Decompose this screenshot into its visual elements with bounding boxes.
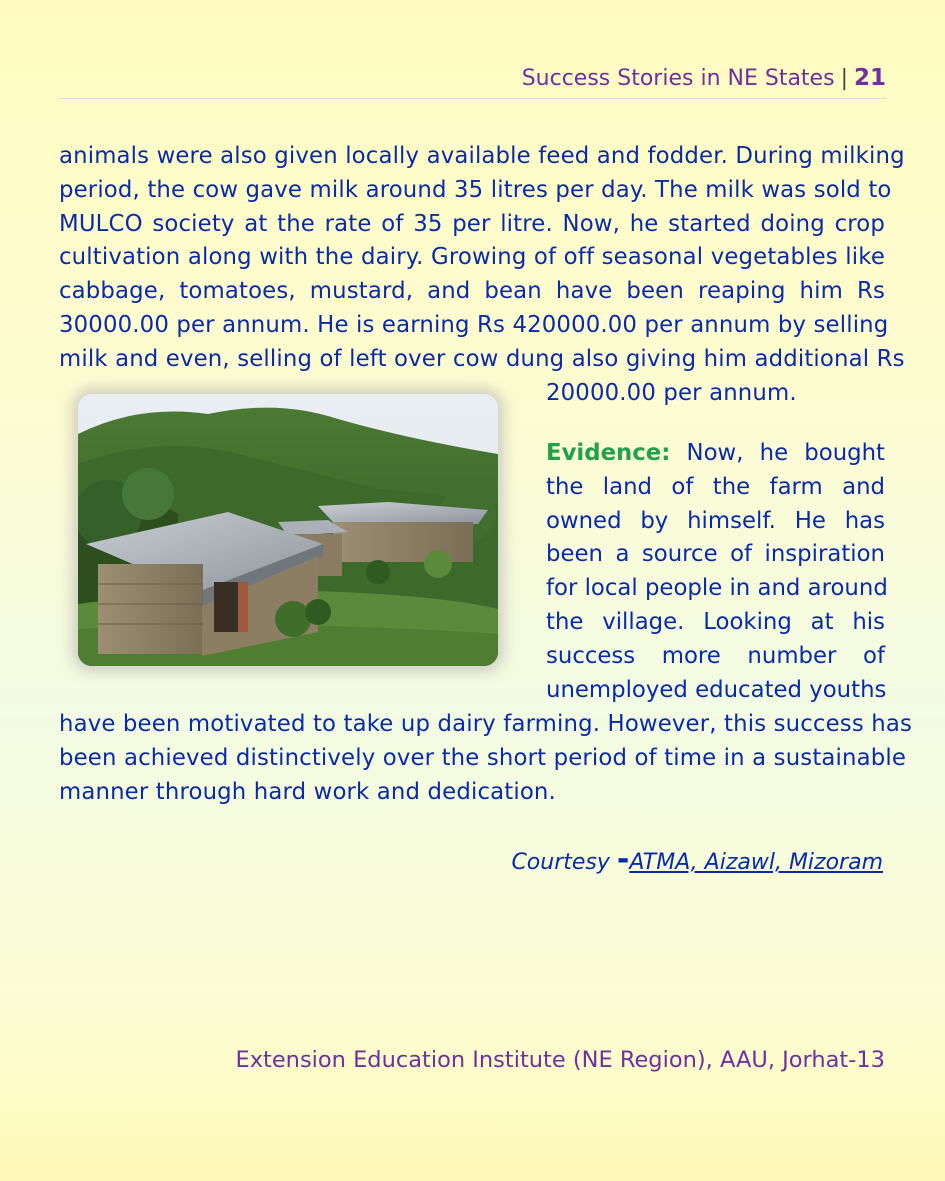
evidence-label: Evidence: — [546, 440, 671, 466]
text-line: cabbage, tomatoes, mustard, and bean have been reaping him Rs — [59, 278, 885, 305]
text-line: unemployed educated youths — [546, 676, 887, 703]
courtesy-source-link[interactable]: ATMA, Aizawl, Mizoram — [629, 850, 883, 875]
text-line: manner through hard work and dedication. — [59, 778, 556, 805]
courtesy-note — [511, 842, 883, 881]
text-line: period, the cow gave milk around 35 litres per day. The milk was sold to — [59, 176, 892, 203]
paragraph-feed-and-earnings — [59, 140, 905, 410]
page-number: 21 — [853, 65, 886, 91]
text-line: animals were also given locally available feed and fodder. During milking — [59, 143, 905, 169]
text-line: been achieved distinctively over the short period of time in a sustainable — [59, 744, 907, 771]
text-line: 20000.00 per annum. — [546, 379, 797, 406]
text-line: the land of the farm and — [546, 473, 885, 500]
text-line: been a source of inspiration — [546, 541, 885, 568]
text-line: the village. Looking at his — [546, 608, 885, 635]
text-line: 30000.00 per annum. He is earning Rs 420000.00 per annum by selling — [59, 311, 889, 338]
text-line: milk and even, selling of left over cow dung also giving him additional Rs — [59, 345, 905, 372]
text-line: for local people in and around — [546, 575, 888, 602]
page-footer: Extension Education Institute (NE Region), AAU, Jorhat-13 — [235, 1047, 885, 1073]
page-header — [59, 62, 886, 99]
text-line: cultivation along with the dairy. Growing of off seasonal vegetables like — [59, 244, 885, 271]
text-line: owned by himself. He has — [546, 507, 885, 534]
paragraph-motivation — [59, 708, 912, 809]
header-separator: | — [840, 66, 848, 91]
text-line: success more number of — [546, 642, 885, 669]
courtesy-dash: - — [616, 842, 630, 877]
text-line: MULCO society at the rate of 35 per litre. Now, he started doing crop — [59, 210, 885, 237]
evidence-first-line: Now, he bought — [686, 440, 885, 466]
evidence-section — [546, 437, 888, 707]
courtesy-label: Courtesy — [511, 850, 610, 875]
text-line: have been motivated to take up dairy farming. However, this success has — [59, 711, 912, 737]
text-line — [546, 437, 885, 471]
header-title: Success Stories in NE States — [521, 66, 835, 91]
farm-photo — [78, 394, 498, 666]
